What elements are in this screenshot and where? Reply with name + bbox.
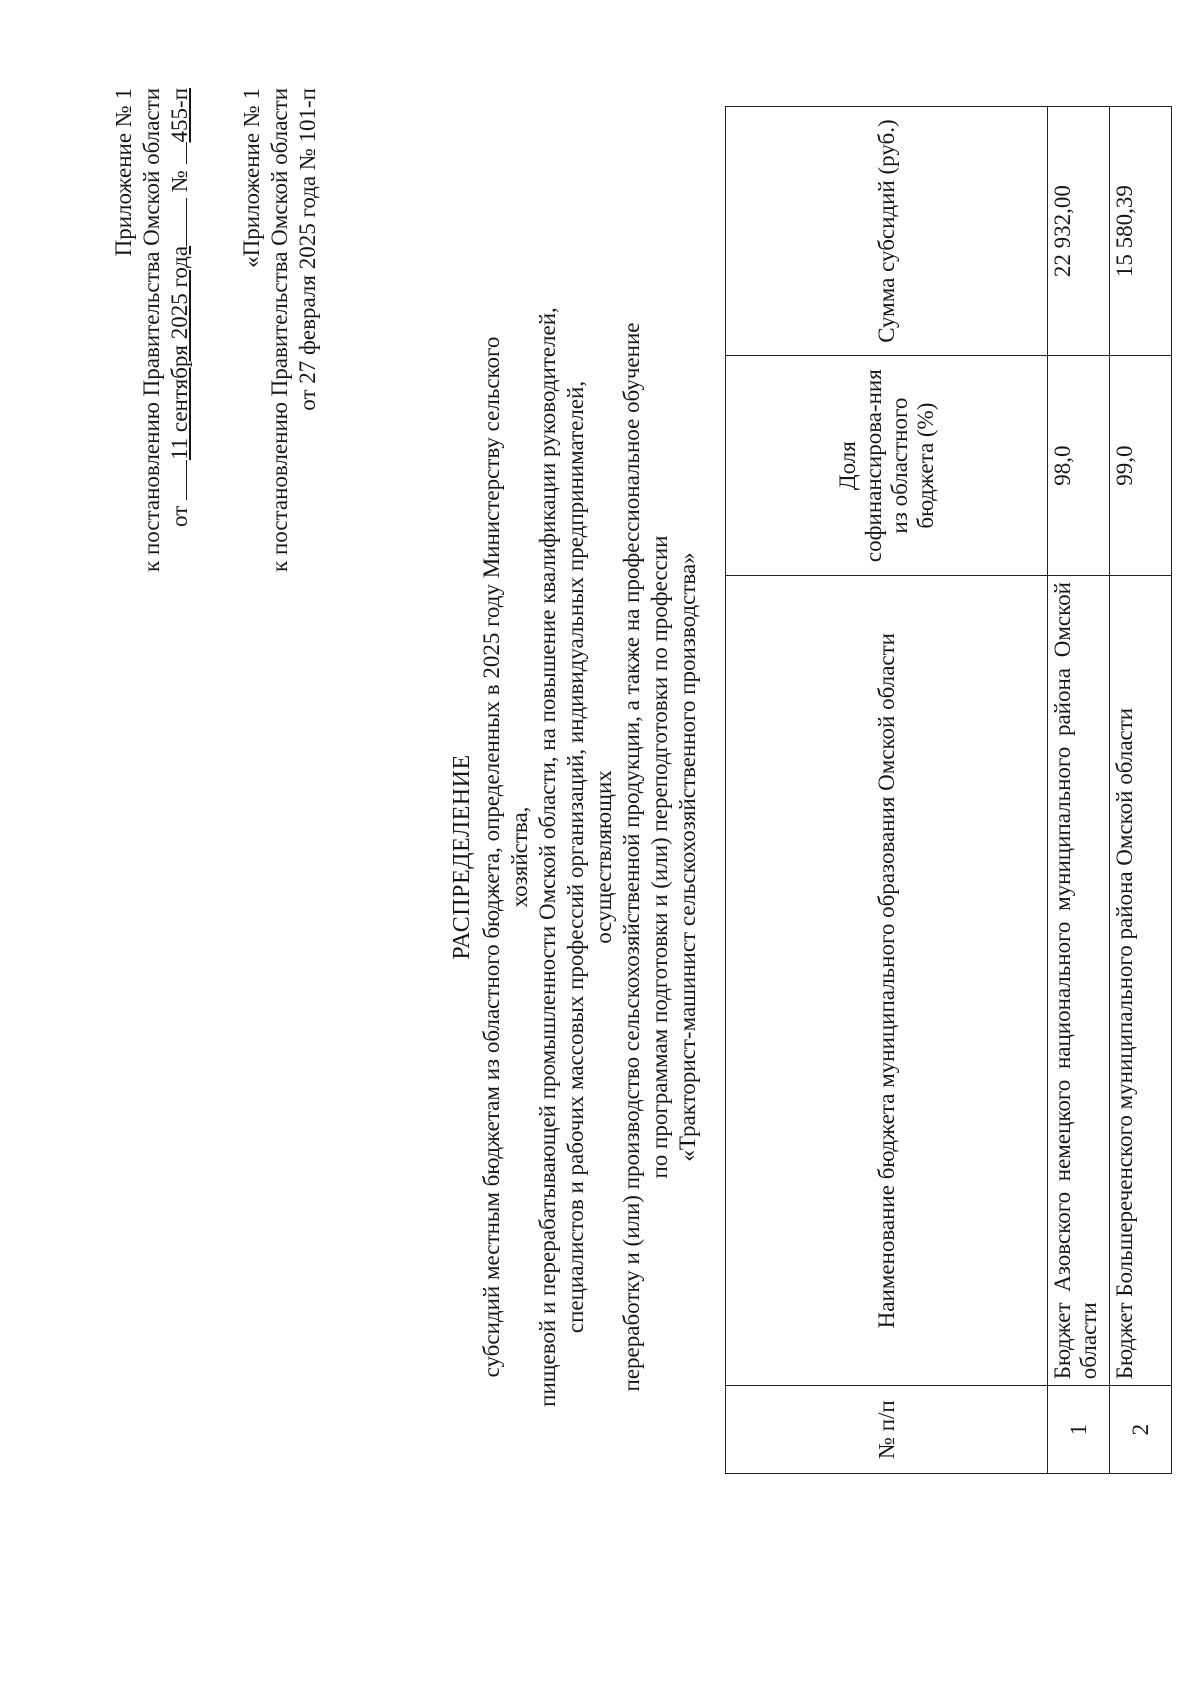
from-label: от: [167, 505, 192, 528]
header-sum: Сумма субсидий (руб.): [726, 107, 1048, 356]
header-name: Наименование бюджета муниципального образования Омской области: [726, 576, 1048, 1386]
appendix-header: [110, 88, 194, 748]
header-share: Доля софинансирова-ния из областного бюджета (%): [726, 356, 1048, 576]
resolution-date: 11 сентября 2025 года: [167, 245, 192, 461]
row-share: 99,0: [1110, 356, 1172, 576]
subtitle-line: переработку и (или) производство сельскохозяйственной продукции, а также на профессиональное обучение: [619, 322, 644, 1392]
resolution-number: 455-п: [167, 88, 192, 143]
title-block: [448, 297, 702, 1417]
previous-appendix-reference: к постановлению Правительства Омской области: [267, 88, 292, 572]
row-share: 98,0: [1048, 356, 1110, 576]
row-name: Бюджет Азовского немецкого национального муниципального района Омской области: [1048, 576, 1110, 1386]
header-num: № п/п: [726, 1386, 1048, 1474]
subtitle-line: пищевой и перерабатывающей промышленности Омской области, на повышение квалификации руководителей,: [535, 307, 560, 1407]
previous-appendix-number: «Приложение № 1: [239, 88, 264, 268]
previous-appendix-date: от 27 февраля 2025 года № 101-п: [295, 88, 320, 411]
page-title: РАСПРЕДЕЛЕНИЕ: [449, 754, 475, 960]
previous-appendix-header: [238, 88, 322, 748]
table-row: [1110, 107, 1172, 1474]
subtitle-line: специалистов и рабочих массовых профессий организаций, индивидуальных предпринимателей, осуществляющих: [563, 380, 616, 1334]
subtitle-line: субсидий местным бюджетам из областного бюджета, определенных в 2025 году Министерству сельского хозяйства,: [479, 336, 532, 1378]
number-label: №: [167, 170, 192, 193]
row-num: 1: [1048, 1386, 1110, 1474]
appendix-date-line: [166, 88, 194, 748]
appendix-number: Приложение № 1: [111, 88, 136, 257]
row-sum: 15 580,39: [1110, 107, 1172, 356]
row-sum: 22 932,00: [1048, 107, 1110, 356]
subtitle-line: «Тракторист-машинист сельскохозяйственного производства»: [675, 552, 700, 1162]
subtitle-line: по программам подготовки и (или) переподготовки по профессии: [647, 535, 672, 1179]
row-num: 2: [1110, 1386, 1172, 1474]
subsidy-table: [725, 106, 1172, 1474]
table-row: [1048, 107, 1110, 1474]
row-name: Бюджет Большереченского муниципального района Омской области: [1110, 576, 1172, 1386]
table-header-row: [726, 107, 1048, 1474]
appendix-reference: к постановлению Правительства Омской области: [139, 88, 164, 572]
